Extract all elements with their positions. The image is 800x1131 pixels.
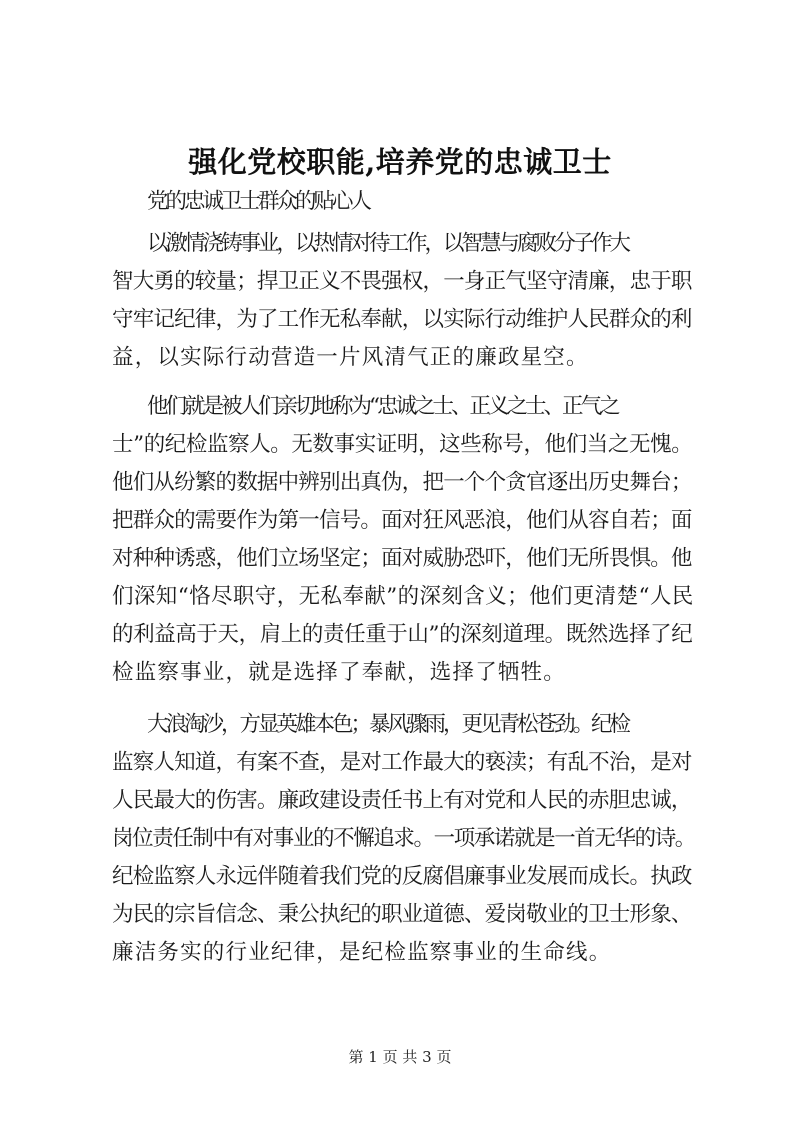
body-line: 守牢记纪律，为了工作无私奉献，以实际行动维护人民群众的利 xyxy=(112,307,692,332)
body-line: 他们就是被人们亲切地称为“忠诚之士、正义之士、正气之 xyxy=(147,394,618,419)
body-line: 以激情浇铸事业，以热情对待工作，以智慧与腐败分子作大 xyxy=(147,231,629,256)
page-footer: 第 1 页 共 3 页 xyxy=(348,1048,452,1066)
body-line: 们深知“恪尽职守，无私奉献”的深刻含义；他们更清楚“人民 xyxy=(112,584,694,609)
document-title: 强化党校职能,培养党的忠诚卫士 xyxy=(188,145,612,179)
body-line: 他们从纷繁的数据中辨别出真伪，把一个个贪官逐出历史舞台； xyxy=(112,470,692,495)
body-line: 检监察事业，就是选择了奉献，选择了牺牲。 xyxy=(112,660,567,685)
body-line: 监察人知道，有案不查，是对工作最大的亵渎；有乱不治，是对 xyxy=(112,750,692,775)
body-line: 为民的宗旨信念、秉公执纪的职业道德、爱岗敬业的卫士形象、 xyxy=(112,902,692,927)
body-line: 廉洁务实的行业纪律，是纪检监察事业的生命线。 xyxy=(112,940,612,965)
body-line: 纪检监察人永远伴随着我们党的反腐倡廉事业发展而成长。执政 xyxy=(112,864,692,889)
body-line: 益，以实际行动营造一片风清气正的廉政星空。 xyxy=(112,345,589,370)
body-line: 的利益高于天，肩上的责任重于山”的深刻道理。既然选择了纪 xyxy=(112,622,693,647)
subtitle-line: 党的忠诚卫士群众的贴心人 xyxy=(147,189,370,214)
body-line: 对种种诱惑，他们立场坚定；面对威胁恐吓，他们无所畏惧。他 xyxy=(112,546,692,571)
body-line: 大浪淘沙，方显英雄本色；暴风骤雨，更见青松苍劲。纪检 xyxy=(147,712,629,737)
body-line: 把群众的需要作为第一信号。面对狂风恶浪，他们从容自若；面 xyxy=(112,508,692,533)
body-line: 人民最大的伤害。廉政建设责任书上有对党和人民的赤胆忠诚， xyxy=(112,788,692,813)
body-line: 岗位责任制中有对事业的不懈追求。一项承诺就是一首无华的诗。 xyxy=(112,826,695,851)
body-line: 士”的纪检监察人。无数事实证明，这些称号，他们当之无愧。 xyxy=(112,432,693,457)
body-line: 智大勇的较量；捍卫正义不畏强权，一身正气坚守清廉，忠于职 xyxy=(112,269,692,294)
